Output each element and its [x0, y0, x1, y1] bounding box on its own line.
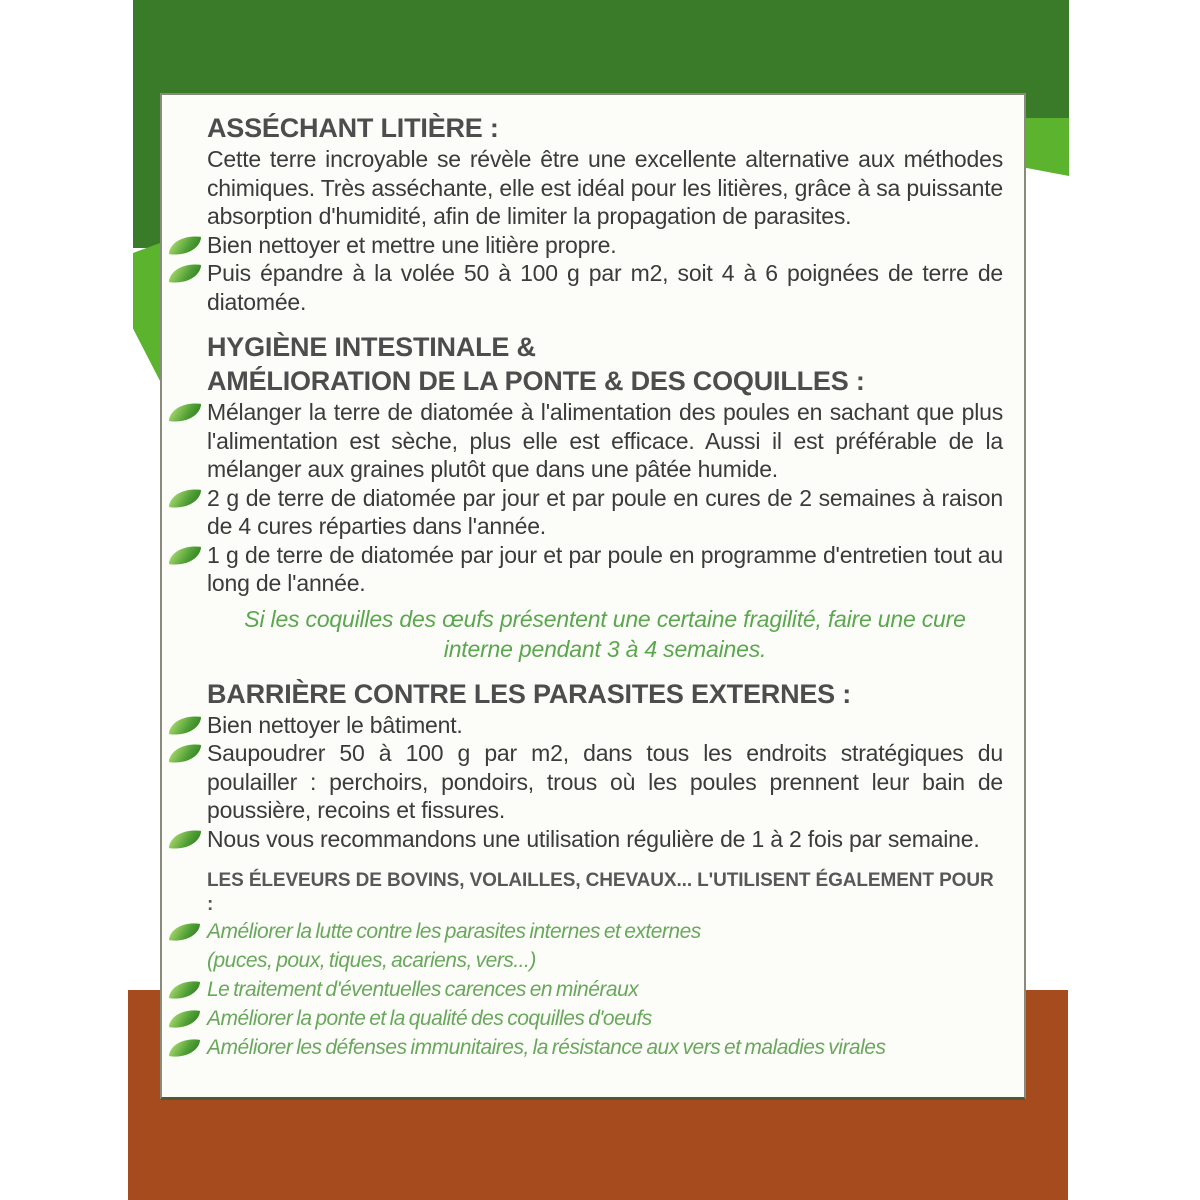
leaf-icon [169, 400, 201, 424]
list-item [207, 541, 1003, 598]
list-item [207, 1004, 1003, 1033]
section-title-barriere-parasites: BARRIÈRE CONTRE LES PARASITES EXTERNES : [207, 678, 852, 709]
list-item [207, 739, 1003, 825]
bullet-text: Puis épandre à la volée 50 à 100 g par m2, soit 4 à 6 poignées de terre de diatomée. [207, 260, 1003, 315]
bullet-text: Bien nettoyer et mettre une litière propre. [207, 231, 617, 258]
leaf-icon [169, 233, 201, 257]
list-item [207, 711, 1003, 740]
bullet-text: Nous vous recommandons une utilisation régulière de 1 à 2 fois par semaine. [207, 825, 980, 852]
leaf-icon [169, 261, 201, 285]
section-title-hygiene-intestinale [207, 330, 1003, 398]
left-ribbon-dark [133, 90, 160, 248]
list-item [207, 259, 1003, 316]
bullet-text: 1 g de terre de diatomée par jour et par poule en programme d'entretien tout au long de l'année. [207, 541, 1003, 596]
list-item [207, 231, 1003, 260]
leaf-icon [169, 1007, 200, 1030]
list-item [207, 398, 1003, 484]
bullet-text: Améliorer la lutte contre les parasites internes et externes [207, 920, 701, 943]
leaf-icon [169, 1036, 200, 1059]
bullet-text: Améliorer la ponte et la qualité des coquilles d'oeufs [207, 1007, 652, 1030]
leaf-icon [169, 486, 201, 510]
list-item [207, 825, 1003, 854]
top-green-band [133, 0, 1069, 95]
leaf-icon [169, 827, 201, 851]
list-item [207, 484, 1003, 541]
info-card [160, 93, 1026, 1100]
leaf-icon [169, 713, 201, 737]
section-title-assechant-litiere: ASSÉCHANT LITIÈRE : [207, 113, 499, 143]
list-item [207, 975, 1003, 1004]
leaf-icon [169, 978, 200, 1001]
list-item [207, 917, 1003, 975]
assechant-intro-paragraph: Cette terre incroyable se révèle être une excellente alternative aux méthodes chimiques. Très asséchante, elle est idéal pour les litières, grâce à sa puissante absorption d'humidité, afin de limiter la propagation de parasites. [207, 146, 1003, 229]
leaf-icon [169, 920, 200, 943]
list-item [207, 1033, 1003, 1062]
right-ribbon-dark [1026, 90, 1069, 118]
left-ribbon-tail [133, 243, 160, 381]
leaf-icon [169, 543, 201, 567]
bullet-text: Améliorer les défenses immunitaires, la résistance aux vers et maladies virales [207, 1036, 886, 1059]
bullet-text: Le traitement d'éventuelles carences en minéraux [207, 978, 639, 1001]
section-title-line1: HYGIÈNE INTESTINALE & [207, 332, 536, 362]
breeders-usage-title: LES ÉLEVEURS DE BOVINS, VOLAILLES, CHEVAUX... L'UTILISENT ÉGALEMENT POUR : [207, 870, 994, 915]
bullet-text: 2 g de terre de diatomée par jour et par poule en cures de 2 semaines à raison de 4 cures réparties dans l'année. [207, 484, 1003, 539]
leaf-icon [169, 741, 201, 765]
bullet-text: Bien nettoyer le bâtiment. [207, 711, 463, 738]
section-title-line2: AMÉLIORATION DE LA PONTE & DES COQUILLES : [207, 366, 865, 396]
bullet-text: Saupoudrer 50 à 100 g par m2, dans tous les endroits stratégiques du poulailler : perchoirs, pondoirs, trous où les poules prennent leur bain de poussière, recoins et fissures. [207, 740, 1003, 823]
bullet-text-line2: (puces, poux, tiques, acariens, vers...) [207, 949, 536, 972]
card-content [162, 95, 1024, 1062]
eggshell-fragility-note: Si les coquilles des œufs présentent une certaine fragilité, faire une cure interne pendant 3 à 4 semaines. [244, 605, 966, 662]
bullet-text: Mélanger la terre de diatomée à l'alimentation des poules en sachant que plus l'alimentation est sèche, plus elle est efficace. Aussi il est préférable de la mélanger aux graines plutôt que dans une pâtée humide. [207, 399, 1003, 482]
right-ribbon-tail [1026, 118, 1069, 176]
